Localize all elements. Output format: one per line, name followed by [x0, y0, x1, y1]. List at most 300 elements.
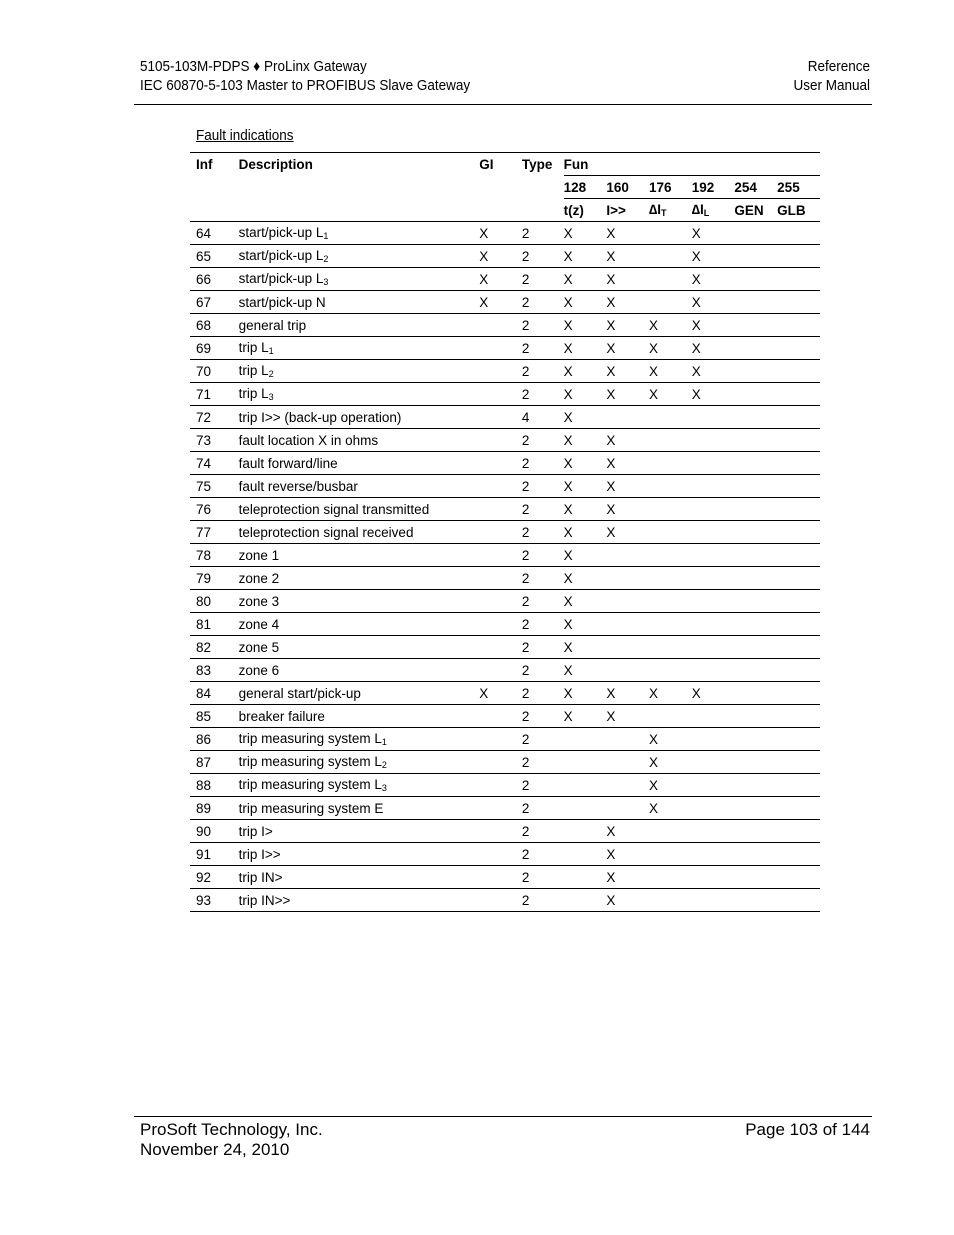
cell-fun-mark	[692, 498, 735, 521]
cell-gi	[479, 567, 522, 590]
cell-description	[239, 751, 480, 774]
cell-description	[239, 337, 480, 360]
cell-fun-mark: X	[606, 866, 649, 889]
cell-inf: 65	[190, 245, 239, 268]
cell-fun-mark	[649, 452, 692, 475]
cell-fun-mark: X	[649, 337, 692, 360]
cell-fun-mark	[692, 406, 735, 429]
description-text: start/pick-up L	[238, 248, 324, 263]
table-fun-labels-row	[190, 199, 820, 222]
cell-fun-mark	[692, 544, 735, 567]
cell-type: 2	[522, 544, 564, 567]
cell-gi	[479, 498, 522, 521]
cell-type: 2	[522, 705, 564, 728]
cell-gi	[479, 636, 522, 659]
description-text: zone 5	[238, 639, 280, 655]
cell-fun-mark: X	[564, 291, 607, 314]
cell-fun-mark: X	[564, 245, 607, 268]
cell-gi	[479, 521, 522, 544]
cell-fun-mark	[734, 843, 777, 866]
cell-description	[239, 360, 480, 383]
cell-fun-mark: X	[564, 268, 607, 291]
cell-description	[239, 705, 480, 728]
cell-fun-mark	[777, 659, 820, 682]
cell-gi	[479, 705, 522, 728]
cell-inf: 92	[190, 866, 239, 889]
cell-description	[239, 291, 480, 314]
cell-fun-mark	[734, 383, 777, 406]
cell-type: 2	[522, 613, 564, 636]
cell-gi: X	[479, 291, 522, 314]
cell-inf: 88	[190, 774, 239, 797]
description-text: zone 2	[238, 570, 280, 586]
cell-fun-mark	[777, 544, 820, 567]
cell-fun-mark: X	[606, 291, 649, 314]
cell-fun-mark	[734, 820, 777, 843]
cell-fun-mark	[564, 866, 607, 889]
cell-fun-mark	[777, 383, 820, 406]
fun-code: 254	[734, 176, 777, 199]
cell-description	[239, 820, 480, 843]
cell-fun-mark	[777, 613, 820, 636]
cell-inf: 67	[190, 291, 239, 314]
cell-fun-mark	[734, 682, 777, 705]
cell-description	[239, 659, 480, 682]
cell-description	[239, 268, 480, 291]
cell-gi: X	[479, 222, 522, 245]
cell-fun-mark	[692, 705, 735, 728]
cell-inf: 78	[190, 544, 239, 567]
header-left	[140, 57, 470, 95]
cell-fun-mark: X	[606, 429, 649, 452]
cell-gi	[479, 797, 522, 820]
cell-inf: 86	[190, 728, 239, 751]
cell-fun-mark	[649, 544, 692, 567]
description-subscript: 2	[268, 369, 274, 379]
cell-inf: 93	[190, 889, 239, 912]
description-text: zone 4	[238, 616, 280, 632]
table-row	[190, 383, 820, 406]
cell-fun-mark	[606, 406, 649, 429]
cell-fun-mark	[777, 245, 820, 268]
cell-description	[239, 475, 480, 498]
cell-inf: 66	[190, 268, 239, 291]
cell-fun-mark	[734, 544, 777, 567]
cell-fun-mark	[777, 475, 820, 498]
cell-fun-mark: X	[606, 475, 649, 498]
cell-fun-mark	[777, 797, 820, 820]
cell-type: 2	[522, 774, 564, 797]
cell-fun-mark	[692, 613, 735, 636]
cell-fun-mark	[649, 291, 692, 314]
cell-fun-mark: X	[606, 682, 649, 705]
cell-type: 2	[522, 797, 564, 820]
cell-fun-mark	[777, 222, 820, 245]
cell-gi	[479, 406, 522, 429]
cell-fun-mark	[692, 820, 735, 843]
cell-fun-mark	[649, 498, 692, 521]
fault-indications-table	[190, 152, 820, 912]
cell-type: 2	[522, 429, 564, 452]
cell-fun-mark	[734, 751, 777, 774]
cell-description	[239, 544, 480, 567]
table-fun-codes-row	[190, 176, 820, 199]
cell-fun-mark: X	[564, 498, 607, 521]
cell-fun-mark: X	[564, 475, 607, 498]
cell-fun-mark	[692, 452, 735, 475]
cell-description	[239, 314, 480, 337]
cell-fun-mark	[649, 521, 692, 544]
cell-fun-mark	[649, 820, 692, 843]
cell-fun-mark	[734, 452, 777, 475]
cell-fun-mark: X	[649, 682, 692, 705]
cell-fun-mark: X	[606, 843, 649, 866]
cell-fun-mark	[606, 613, 649, 636]
cell-fun-mark	[777, 314, 820, 337]
cell-gi: X	[479, 245, 522, 268]
cell-fun-mark	[692, 659, 735, 682]
table-row	[190, 521, 820, 544]
header-type: Type	[522, 153, 564, 176]
cell-type: 2	[522, 337, 564, 360]
table-row	[190, 314, 820, 337]
cell-fun-mark	[692, 728, 735, 751]
cell-type: 2	[522, 452, 564, 475]
cell-fun-mark	[777, 636, 820, 659]
cell-fun-mark	[734, 521, 777, 544]
cell-fun-mark: X	[564, 406, 607, 429]
cell-fun-mark	[734, 475, 777, 498]
footer-page-number: Page 103 of 144	[745, 1120, 870, 1139]
description-subscript: 1	[323, 231, 329, 241]
cell-fun-mark	[734, 268, 777, 291]
cell-fun-mark	[777, 843, 820, 866]
cell-fun-mark	[649, 659, 692, 682]
cell-gi	[479, 337, 522, 360]
cell-fun-mark: X	[564, 222, 607, 245]
table-row	[190, 820, 820, 843]
cell-fun-mark	[734, 314, 777, 337]
cell-fun-mark	[564, 728, 607, 751]
cell-fun-mark: X	[649, 360, 692, 383]
cell-fun-mark	[649, 245, 692, 268]
table-row	[190, 475, 820, 498]
cell-fun-mark	[692, 797, 735, 820]
cell-inf: 89	[190, 797, 239, 820]
cell-fun-mark	[692, 475, 735, 498]
cell-gi	[479, 751, 522, 774]
cell-gi	[479, 360, 522, 383]
table-row	[190, 774, 820, 797]
cell-fun-mark: X	[564, 521, 607, 544]
header-product: 5105-103M-PDPS ♦ ProLinx Gateway	[140, 58, 367, 75]
table-row	[190, 613, 820, 636]
cell-fun-mark: X	[564, 659, 607, 682]
description-text: general start/pick-up	[238, 685, 361, 701]
cell-type: 2	[522, 521, 564, 544]
table-row	[190, 245, 820, 268]
description-text: trip I>> (back-up operation)	[238, 409, 402, 425]
cell-fun-mark	[734, 889, 777, 912]
cell-description	[239, 889, 480, 912]
cell-fun-mark: X	[692, 268, 735, 291]
cell-type: 2	[522, 291, 564, 314]
cell-description	[239, 452, 480, 475]
cell-gi	[479, 314, 522, 337]
cell-description	[239, 797, 480, 820]
cell-description	[239, 429, 480, 452]
cell-type: 2	[522, 314, 564, 337]
cell-type: 2	[522, 843, 564, 866]
cell-fun-mark	[606, 797, 649, 820]
table-row	[190, 889, 820, 912]
cell-inf: 84	[190, 682, 239, 705]
cell-fun-mark	[606, 590, 649, 613]
cell-fun-mark: X	[692, 360, 735, 383]
table-body	[190, 222, 820, 912]
footer-company: ProSoft Technology, Inc.	[140, 1120, 323, 1139]
description-subscript: 3	[323, 277, 329, 287]
cell-fun-mark	[734, 613, 777, 636]
table-row	[190, 268, 820, 291]
cell-fun-mark	[606, 728, 649, 751]
cell-fun-mark	[734, 337, 777, 360]
cell-fun-mark	[692, 843, 735, 866]
cell-fun-mark	[564, 751, 607, 774]
cell-fun-mark: X	[606, 222, 649, 245]
cell-fun-mark: X	[606, 820, 649, 843]
cell-inf: 81	[190, 613, 239, 636]
description-text: trip IN>	[238, 869, 283, 885]
cell-fun-mark: X	[564, 429, 607, 452]
cell-fun-mark: X	[692, 222, 735, 245]
cell-gi	[479, 820, 522, 843]
cell-type: 2	[522, 636, 564, 659]
cell-fun-mark	[777, 521, 820, 544]
cell-fun-mark	[734, 728, 777, 751]
cell-fun-mark	[692, 889, 735, 912]
cell-description	[239, 613, 480, 636]
cell-fun-mark	[777, 452, 820, 475]
cell-fun-mark	[649, 590, 692, 613]
cell-fun-mark: X	[564, 314, 607, 337]
table-row	[190, 843, 820, 866]
cell-fun-mark: X	[692, 314, 735, 337]
cell-gi	[479, 452, 522, 475]
header-subtitle: IEC 60870-5-103 Master to PROFIBUS Slave Gateway	[140, 77, 471, 94]
cell-type: 2	[522, 728, 564, 751]
table-row	[190, 705, 820, 728]
cell-gi: X	[479, 682, 522, 705]
cell-description	[239, 222, 480, 245]
cell-fun-mark	[606, 659, 649, 682]
description-text: fault reverse/busbar	[238, 478, 358, 494]
cell-type: 2	[522, 245, 564, 268]
description-text: fault location X in ohms	[238, 432, 379, 448]
table-row	[190, 406, 820, 429]
cell-fun-mark	[649, 705, 692, 728]
cell-fun-mark	[734, 245, 777, 268]
cell-fun-mark	[777, 498, 820, 521]
fun-code: 176	[649, 176, 692, 199]
cell-fun-mark: X	[564, 613, 607, 636]
cell-fun-mark	[777, 866, 820, 889]
cell-fun-mark	[777, 590, 820, 613]
cell-fun-mark	[734, 360, 777, 383]
description-subscript: 2	[381, 760, 387, 770]
description-subscript: 2	[323, 254, 329, 264]
header-divider	[134, 104, 872, 105]
cell-type: 2	[522, 475, 564, 498]
description-text: zone 1	[238, 547, 280, 563]
cell-fun-mark: X	[649, 774, 692, 797]
fun-code: 255	[777, 176, 820, 199]
cell-inf: 77	[190, 521, 239, 544]
cell-fun-mark	[777, 268, 820, 291]
cell-type: 2	[522, 682, 564, 705]
cell-fun-mark	[777, 406, 820, 429]
cell-type: 2	[522, 590, 564, 613]
cell-type: 2	[522, 659, 564, 682]
description-text: start/pick-up N	[238, 294, 326, 310]
cell-fun-mark	[734, 498, 777, 521]
cell-fun-mark	[734, 797, 777, 820]
cell-inf: 79	[190, 567, 239, 590]
cell-fun-mark	[692, 866, 735, 889]
cell-fun-mark: X	[606, 383, 649, 406]
cell-description	[239, 866, 480, 889]
cell-fun-mark	[734, 866, 777, 889]
header-right	[793, 57, 870, 95]
cell-fun-mark	[777, 682, 820, 705]
description-text: trip L	[238, 363, 269, 378]
header-inf: Inf	[190, 153, 239, 176]
cell-fun-mark: X	[564, 682, 607, 705]
cell-fun-mark	[564, 820, 607, 843]
cell-fun-mark	[734, 406, 777, 429]
cell-fun-mark	[606, 567, 649, 590]
cell-fun-mark: X	[649, 728, 692, 751]
table-row	[190, 567, 820, 590]
header-doc-type: User Manual	[793, 77, 870, 94]
cell-fun-mark: X	[606, 268, 649, 291]
cell-fun-mark	[692, 521, 735, 544]
cell-fun-mark: X	[649, 383, 692, 406]
cell-fun-mark	[564, 843, 607, 866]
table-row	[190, 452, 820, 475]
description-subscript: 3	[381, 783, 387, 793]
cell-fun-mark	[606, 636, 649, 659]
description-subscript: 3	[268, 392, 274, 402]
fun-label: GEN	[734, 199, 777, 222]
cell-gi	[479, 475, 522, 498]
cell-fun-mark	[734, 705, 777, 728]
cell-fun-mark: X	[564, 383, 607, 406]
description-text: fault forward/line	[238, 455, 338, 471]
fun-label: I>>	[606, 199, 649, 222]
description-text: trip measuring system L	[238, 777, 382, 792]
cell-fun-mark	[777, 889, 820, 912]
description-text: trip L	[238, 386, 269, 401]
cell-description	[239, 383, 480, 406]
cell-description	[239, 245, 480, 268]
cell-fun-mark	[649, 636, 692, 659]
cell-fun-mark: X	[564, 544, 607, 567]
fun-code: 160	[606, 176, 649, 199]
cell-description	[239, 590, 480, 613]
cell-fun-mark	[649, 406, 692, 429]
cell-inf: 68	[190, 314, 239, 337]
fun-label: $\Delta I_T$	[649, 199, 692, 222]
cell-description	[239, 636, 480, 659]
table-row	[190, 751, 820, 774]
table-header-row	[190, 153, 820, 176]
header-description: Description	[239, 153, 480, 176]
description-text: start/pick-up L	[238, 271, 324, 286]
cell-fun-mark	[649, 268, 692, 291]
table-row	[190, 636, 820, 659]
table-row	[190, 866, 820, 889]
description-text: trip L	[238, 340, 269, 355]
cell-type: 2	[522, 498, 564, 521]
cell-fun-mark: X	[606, 889, 649, 912]
cell-fun-mark	[777, 774, 820, 797]
description-text: trip IN>>	[238, 892, 291, 908]
description-text: trip measuring system E	[238, 800, 384, 816]
cell-fun-mark	[692, 636, 735, 659]
cell-inf: 85	[190, 705, 239, 728]
cell-description	[239, 567, 480, 590]
cell-description	[239, 406, 480, 429]
table-row	[190, 682, 820, 705]
cell-inf: 90	[190, 820, 239, 843]
cell-fun-mark	[734, 774, 777, 797]
cell-fun-mark	[734, 636, 777, 659]
description-text: trip I>>	[238, 846, 281, 862]
cell-fun-mark	[777, 429, 820, 452]
description-subscript: 1	[268, 346, 274, 356]
cell-fun-mark	[777, 728, 820, 751]
description-text: zone 6	[238, 662, 280, 678]
cell-type: 2	[522, 866, 564, 889]
cell-type: 2	[522, 567, 564, 590]
fun-code: 192	[692, 176, 735, 199]
table-row	[190, 429, 820, 452]
cell-gi	[479, 613, 522, 636]
footer-divider	[134, 1116, 872, 1117]
footer-date: November 24, 2010	[140, 1140, 290, 1159]
cell-gi	[479, 889, 522, 912]
cell-fun-mark: X	[606, 521, 649, 544]
cell-fun-mark	[692, 774, 735, 797]
cell-inf: 80	[190, 590, 239, 613]
cell-gi: X	[479, 268, 522, 291]
cell-fun-mark: X	[692, 291, 735, 314]
cell-gi	[479, 866, 522, 889]
cell-type: 2	[522, 268, 564, 291]
cell-fun-mark: X	[564, 590, 607, 613]
description-text: teleprotection signal received	[238, 524, 414, 540]
header-section: Reference	[807, 58, 870, 75]
cell-fun-mark: X	[649, 797, 692, 820]
header-gi: GI	[479, 153, 522, 176]
cell-inf: 91	[190, 843, 239, 866]
cell-type: 4	[522, 406, 564, 429]
cell-fun-mark: X	[692, 245, 735, 268]
cell-fun-mark: X	[564, 567, 607, 590]
table-row	[190, 498, 820, 521]
cell-fun-mark	[734, 567, 777, 590]
